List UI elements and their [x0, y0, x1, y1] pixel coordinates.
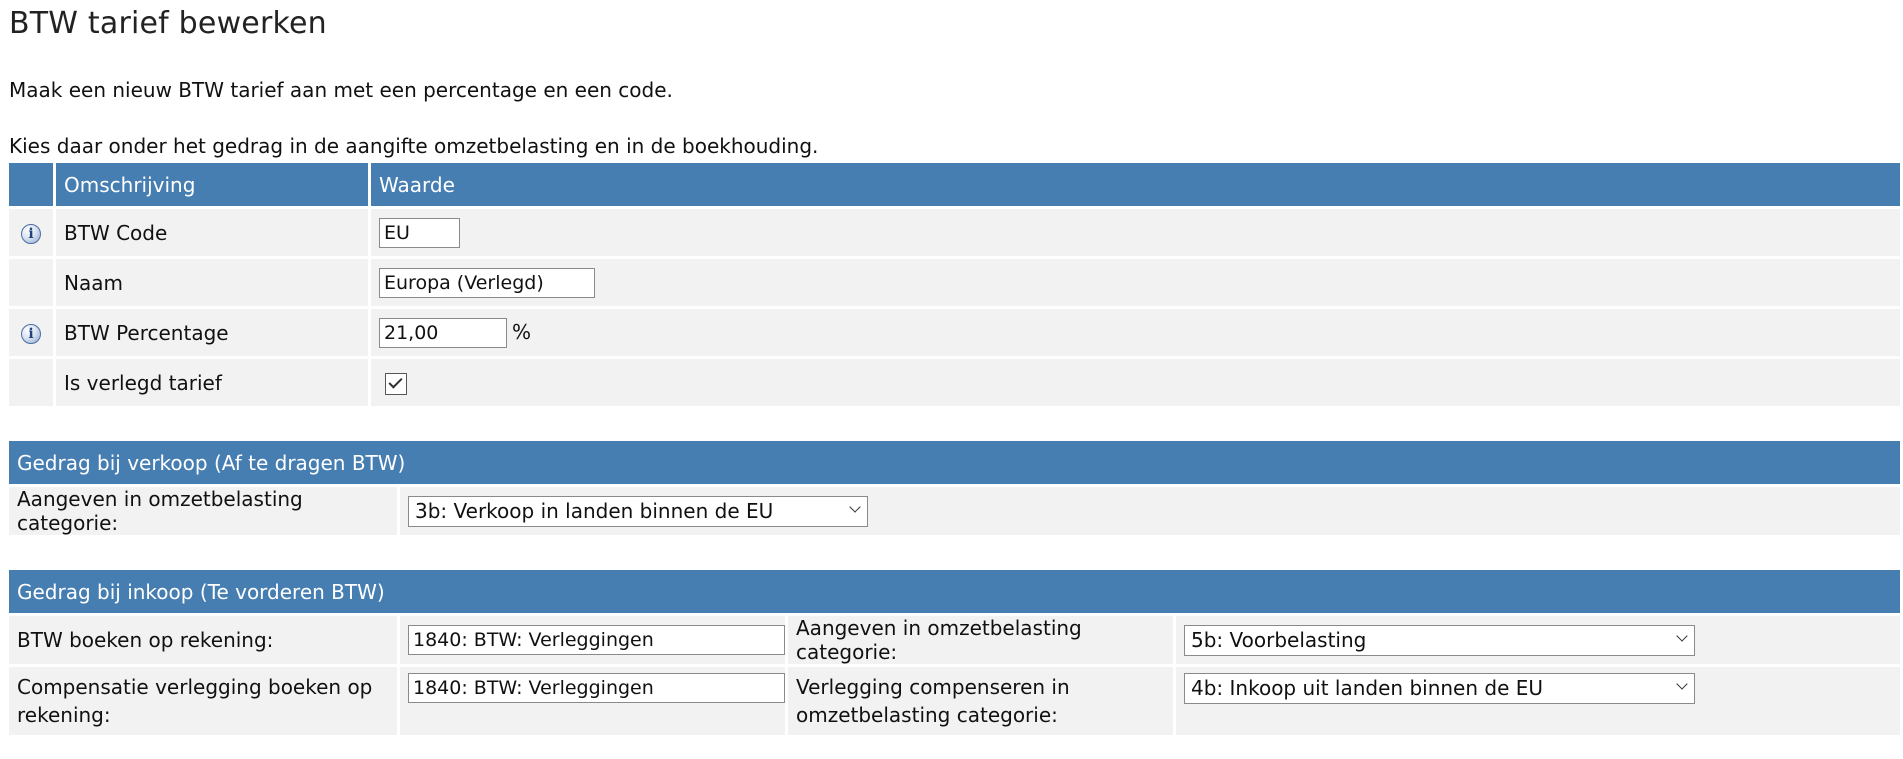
percent-unit: % [512, 319, 532, 344]
row-label-naam: Naam [56, 259, 368, 306]
vat-rate-table [6, 160, 1903, 409]
page-title: BTW tarief bewerken [9, 6, 327, 41]
sales-section-header: Gedrag bij verkoop (Af te dragen BTW) [9, 441, 1900, 484]
table-row [9, 487, 1900, 535]
info-icon[interactable]: i [21, 224, 41, 244]
value-column-header: Waarde [371, 163, 1900, 206]
name-input[interactable] [379, 268, 595, 298]
chevron-down-icon [1676, 678, 1687, 689]
table-row [9, 259, 1900, 306]
purchase-section-header: Gedrag bij inkoop (Te vorderen BTW) [9, 570, 1900, 613]
purchase-account-input[interactable] [408, 625, 785, 655]
row-label-is-verlegd: Is verlegd tarief [56, 359, 368, 406]
percentage-input[interactable] [379, 318, 507, 348]
purchase-account-label: BTW boeken op rekening: [9, 616, 397, 664]
row-label-btw-percentage: BTW Percentage [56, 309, 368, 356]
table-row [9, 616, 1900, 664]
purchase-category-label: Aangeven in omzetbelasting categorie: [788, 616, 1173, 664]
intro-text-2: Kies daar onder het gedrag in de aangifte omzetbelasting en in de boekhouding. [9, 134, 819, 158]
comp-category-label: Verlegging compenseren in omzetbelasting categorie: [788, 667, 1173, 735]
sales-category-label: Aangeven in omzetbelasting categorie: [9, 487, 397, 535]
table-row [9, 309, 1900, 356]
table-row [9, 667, 1900, 735]
comp-category-select[interactable] [1184, 673, 1695, 704]
chevron-down-icon [1676, 630, 1687, 641]
purchase-category-select[interactable] [1184, 625, 1695, 656]
comp-account-input[interactable] [408, 673, 785, 703]
reverse-charge-checkbox[interactable] [385, 373, 407, 395]
icon-column-header [9, 163, 53, 206]
intro-text: Maak een nieuw BTW tarief aan met een percentage en een code. [9, 78, 673, 102]
purchase-category-value: 5b: Voorbelasting [1191, 627, 1367, 652]
table-header-row [9, 163, 1900, 206]
chevron-down-icon [849, 501, 860, 512]
sales-category-value: 3b: Verkoop in landen binnen de EU [415, 498, 774, 523]
table-row [9, 209, 1900, 256]
sales-behaviour-section [6, 438, 1903, 538]
comp-category-value: 4b: Inkoop uit landen binnen de EU [1191, 676, 1544, 700]
sales-category-select[interactable] [408, 496, 868, 527]
info-icon[interactable]: i [21, 324, 41, 344]
btw-code-input[interactable] [379, 218, 460, 248]
comp-account-label: Compensatie verlegging boeken op rekening: [9, 667, 397, 735]
description-column-header: Omschrijving [56, 163, 368, 206]
purchase-behaviour-section [6, 567, 1903, 738]
row-label-btw-code: BTW Code [56, 209, 368, 256]
table-row [9, 359, 1900, 406]
